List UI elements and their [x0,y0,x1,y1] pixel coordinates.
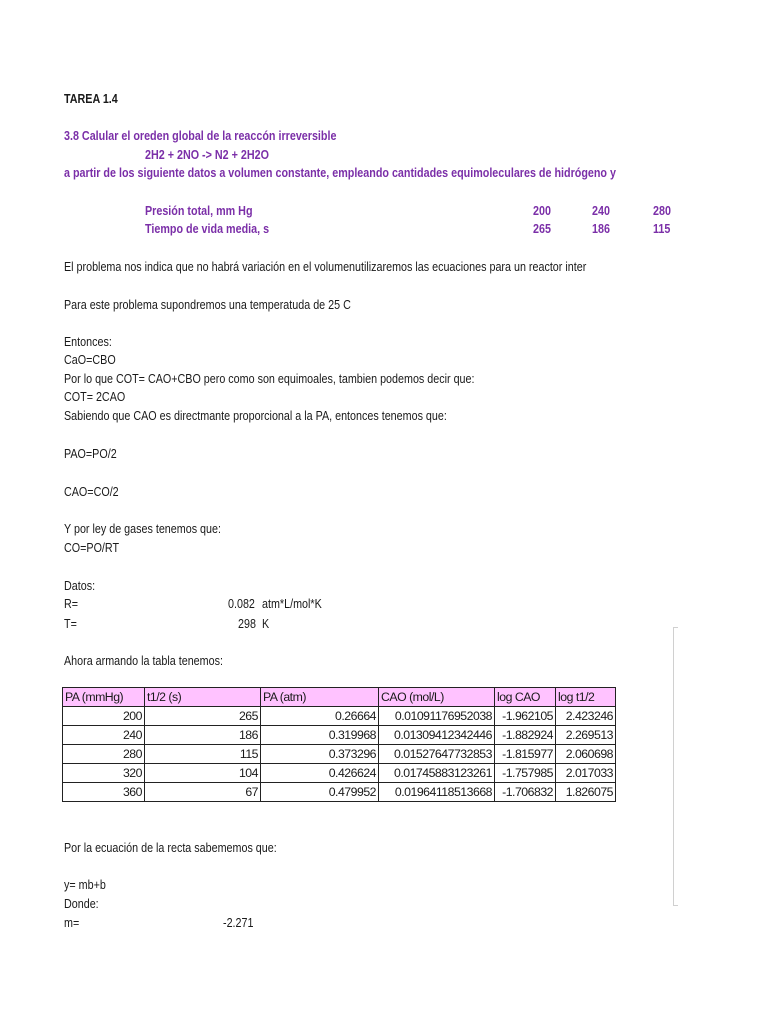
table-cell: 280 [63,745,145,764]
halflife-value: 115 [653,222,671,236]
halflife-value: 186 [592,222,610,236]
t-unit: K [262,617,270,631]
page-title: TAREA 1.4 [64,92,118,106]
reaction-equation: 2H2 + 2NO -> N2 + 2H2O [145,148,269,162]
equation-line: CO=PO/RT [64,541,120,555]
column-header: CAO (mol/L) [379,688,495,707]
t-label: T= [64,617,77,631]
pressure-label: Presión total, mm Hg [145,204,253,218]
table-header-row [63,688,616,707]
table-cell: 0.319968 [261,726,379,745]
table-row [63,783,616,802]
text-line: Por la ecuación de la recta sabememos que: [64,841,277,855]
table-cell: 0.479952 [261,783,379,802]
text-line: CaO=CBO [64,353,116,367]
table-cell: 240 [63,726,145,745]
table-cell: 115 [145,745,261,764]
table-row [63,726,616,745]
table-cell: 0.01745883123261 [379,764,495,783]
text-line: COT= 2CAO [64,390,126,404]
table-cell: 2.423246 [556,707,616,726]
table-cell: 0.373296 [261,745,379,764]
m-label: m= [64,916,80,930]
table-cell: 186 [145,726,261,745]
column-header: PA (atm) [261,688,379,707]
table-cell: 320 [63,764,145,783]
table-cell: 0.01309412342446 [379,726,495,745]
table-cell: 0.01964118513668 [379,783,495,802]
paragraph: El problema nos indica que no habrá variación en el volumenutilizaremos las ecuaciones para un reactor inter [64,260,587,274]
table-cell: 0.26664 [261,707,379,726]
r-label: R= [64,597,79,611]
column-header: log t1/2 [556,688,616,707]
table-cell: 265 [145,707,261,726]
table-row [63,745,616,764]
table-cell: 0.426624 [261,764,379,783]
halflife-label: Tiempo de vida media, s [145,222,270,236]
table-cell: 2.060698 [556,745,616,764]
table-cell: 1.826075 [556,783,616,802]
table-cell: -1.962105 [495,707,556,726]
r-unit: atm*L/mol*K [262,597,322,611]
equation-line: CAO=CO/2 [64,485,119,499]
equation-line: PAO=PO/2 [64,447,117,461]
chart-frame-edge [673,627,674,905]
text-line: Y por ley de gases tenemos que: [64,522,221,536]
text-line: Donde: [64,897,99,911]
chart-frame-corner [673,905,678,906]
t-value: 298 [238,617,256,631]
table-row [63,764,616,783]
equation-line: y= mb+b [64,878,106,892]
table-cell: -1.815977 [495,745,556,764]
text-line: Entonces: [64,335,112,349]
column-header: t1/2 (s) [145,688,261,707]
table-cell: 2.017033 [556,764,616,783]
table-cell: 200 [63,707,145,726]
text-line: Sabiendo que CAO es directmante proporcional a la PA, entonces tenemos que: [64,409,447,423]
column-header: log CAO [495,688,556,707]
problem-statement-line: 3.8 Calular el oreden global de la reaccón irreversible [64,129,337,143]
chart-frame-corner [673,627,678,628]
pressure-value: 200 [533,204,551,218]
table-cell: -1.706832 [495,783,556,802]
table-cell: 67 [145,783,261,802]
text-line: Ahora armando la tabla tenemos: [64,654,223,668]
paragraph: Para este problema supondremos una temperatuda de 25 C [64,298,351,312]
table-cell: 0.01091176952038 [379,707,495,726]
table-cell: 0.01527647732853 [379,745,495,764]
table-cell: -1.882924 [495,726,556,745]
table-cell: -1.757985 [495,764,556,783]
halflife-value: 265 [533,222,551,236]
data-table [62,687,616,802]
column-header: PA (mmHg) [63,688,145,707]
table-cell: 360 [63,783,145,802]
text-line: Por lo que COT= CAO+CBO pero como son equimoales, tambien podemos decir que: [64,372,475,386]
m-value: -2.271 [223,916,254,930]
text-line: Datos: [64,579,96,593]
table-row [63,707,616,726]
table-cell: 2.269513 [556,726,616,745]
r-value: 0.082 [228,597,255,611]
table-cell: 104 [145,764,261,783]
problem-statement-line: a partir de los siguiente datos a volumen constante, empleando cantidades equimoleculares de hidrógeno y [64,166,616,180]
pressure-value: 240 [592,204,610,218]
pressure-value: 280 [653,204,671,218]
